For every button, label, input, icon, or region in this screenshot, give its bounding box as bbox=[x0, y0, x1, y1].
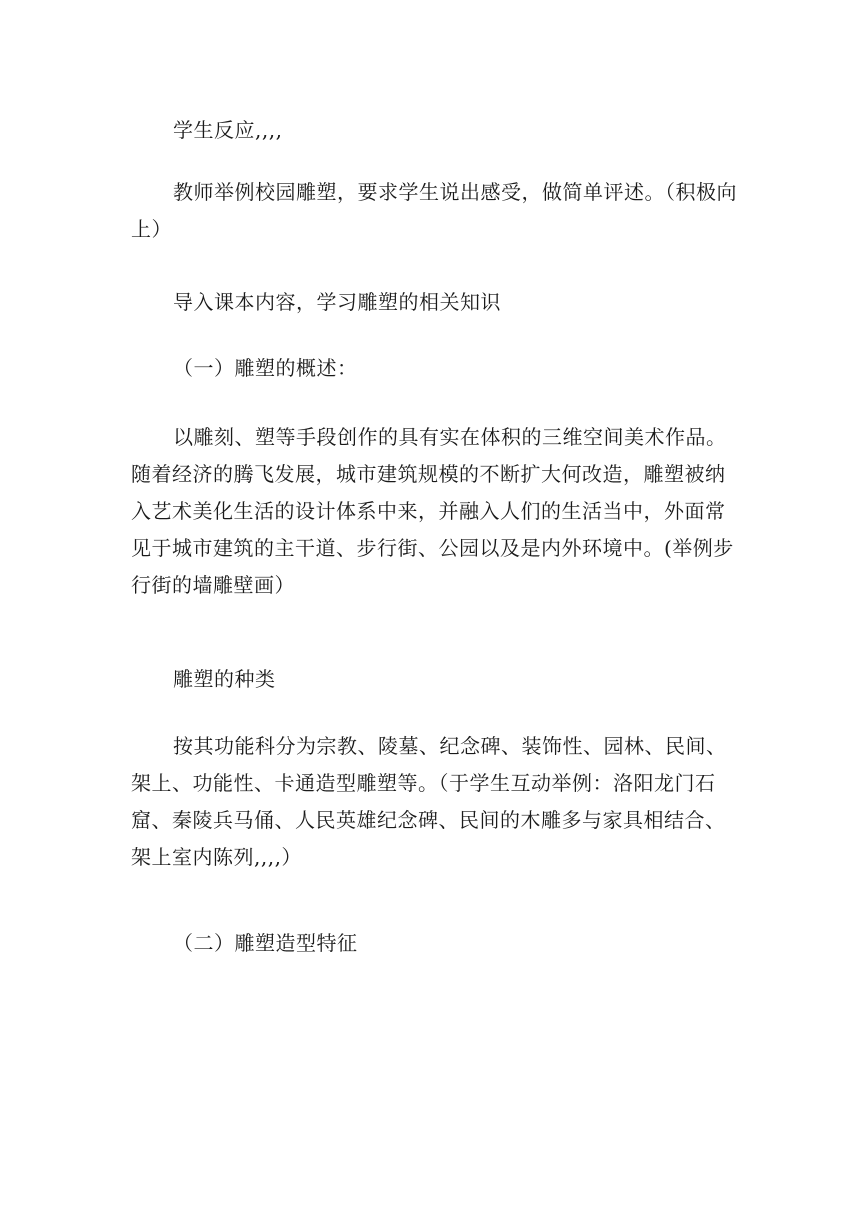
heading-overview: （一）雕塑的概述： bbox=[173, 356, 358, 380]
paragraph-overview-body: 以雕刻、塑等手段创作的具有实在体积的三维空间美术作品。随着经济的腾飞发展，城市建筑规模的不断扩大何改造，雕塑被纳入艺术美化生活的设计体系中来，并融入人们的生活当中，外面常见于城市建筑的主干道、步行街、公园以及是内外环境中。(举例步行街的墙雕壁画） bbox=[131, 425, 734, 597]
paragraph-teacher-example: 教师举例校园雕塑，要求学生说出感受，做简单评述。（积极向上） bbox=[131, 180, 737, 241]
heading-form-features: （二）雕塑造型特征 bbox=[173, 931, 358, 955]
paragraph-lesson-intro: 导入课本内容，学习雕塑的相关知识 bbox=[173, 290, 501, 314]
paragraph-student-reaction: 学生反应,,,, bbox=[173, 118, 283, 142]
paragraph-sculpture-types-body: 按其功能科分为宗教、陵墓、纪念碑、装饰性、园林、民间、架上、功能性、卡通造型雕塑等。（于学生互动举例：洛阳龙门石窟、秦陵兵马俑、人民英雄纪念碑、民间的木雕多与家具相结合、架上室内陈列,,,,） bbox=[131, 734, 727, 869]
heading-sculpture-types: 雕塑的种类 bbox=[173, 667, 276, 691]
